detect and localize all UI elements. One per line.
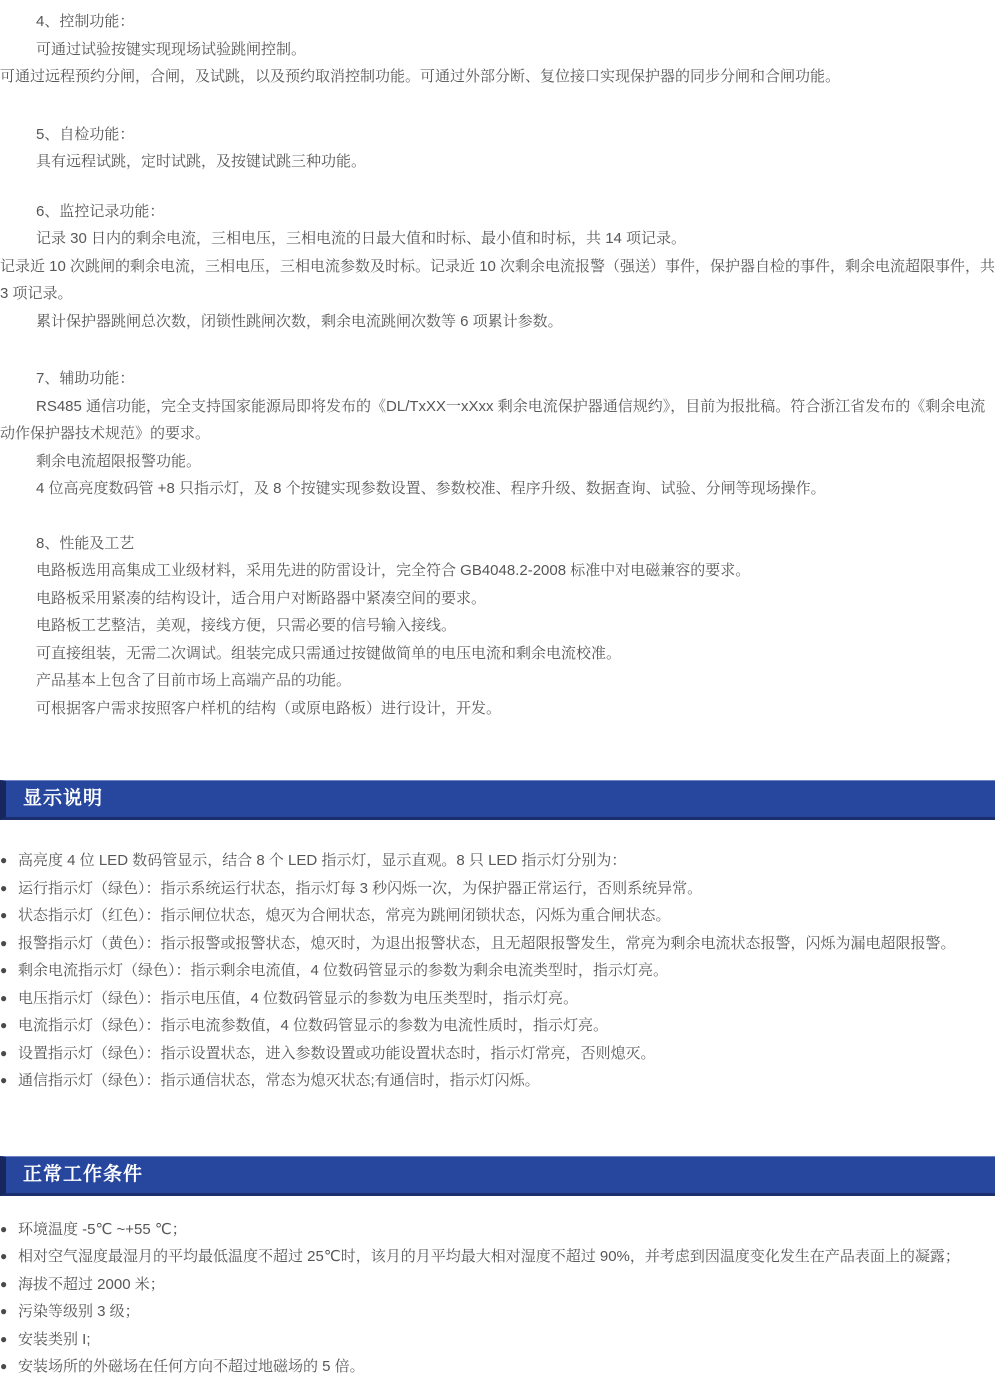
bullet-icon: ●: [0, 853, 8, 867]
bullet-icon: ●: [0, 880, 8, 895]
section-heading: 4、控制功能：: [36, 13, 135, 30]
list-item-text: 运行指示灯（绿色）：指示系统运行状态，指示灯每 3 秒闪烁一次，为保护器正常运行，否则系统异常。: [18, 879, 703, 897]
working-conditions-bullet-list: [0, 1216, 1000, 1381]
bullet-icon: ●: [0, 1045, 8, 1060]
paragraph: 可通过远程预约分闸，合闸，及试跳，以及预约取消控制功能。可通过外部分断、复位接口实现保护器的同步分闸和合闸功能。: [0, 68, 841, 85]
working-conditions-banner: [0, 1156, 995, 1196]
paragraph: 可通过试验按键实现现场试验跳闸控制。: [36, 40, 307, 58]
section-control-function: [0, 8, 1000, 91]
list-item-text: 环境温度 -5℃ ~+55 ℃；: [18, 1220, 187, 1238]
list-item-text: 电压指示灯（绿色）：指示电压值，4 位数码管显示的参数为电压类型时，指示灯亮。: [18, 989, 579, 1007]
paragraph: RS485 通信功能，完全支持国家能源局即将发布的《DL/TxXX一xXxx 剩余电流保护器通信规约》，目前为报批稿。符合浙江省发布的《剩余电流动作保护器技术规范》的要求。: [0, 397, 986, 442]
list-item-text: 电流指示灯（绿色）：指示电流参数值，4 位数码管显示的参数为电流性质时，指示灯亮。: [18, 1017, 609, 1034]
list-item-text: 状态指示灯（红色）：指示闸位状态，熄灭为合闸状态，常亮为跳闸闭锁状态，闪烁为重合闸状态。: [18, 907, 671, 924]
bullet-icon: ●: [0, 1073, 8, 1087]
list-item-text: 相对空气湿度最湿月的平均最低温度不超过 25℃时，该月的月平均最大相对湿度不超过 90%，并考虑到因温度变化发生在产品表面上的凝露；: [18, 1248, 960, 1265]
list-item: [0, 1353, 1000, 1381]
display-bullet-list: [0, 847, 1000, 1095]
paragraph: 电路板工艺整洁，美观，接线方便，只需必要的信号输入接线。: [36, 617, 457, 634]
list-item: [0, 957, 1000, 985]
section-selfcheck-function: [0, 121, 1000, 176]
list-item-text: 海拔不超过 2000 米；: [18, 1275, 165, 1293]
list-item: [0, 1216, 1000, 1244]
list-item-text: 安装类别 I;: [18, 1330, 91, 1348]
list-item: [0, 902, 1000, 930]
list-item-text: 高亮度 4 位 LED 数码管显示，结合 8 个 LED 指示灯，显示直观。8 只 LED 指示灯分别为：: [18, 852, 627, 869]
paragraph: 产品基本上包含了目前市场上高端产品的功能。: [36, 672, 352, 689]
bullet-icon: ●: [0, 908, 8, 922]
list-item-text: 剩余电流指示灯（绿色）：指示剩余电流值，4 位数码管显示的参数为剩余电流类型时，指示灯亮。: [18, 962, 669, 979]
bullet-icon: ●: [0, 1359, 8, 1373]
list-item: [0, 1271, 1000, 1299]
paragraph: 电路板采用紧凑的结构设计，适合用户对断路器中紧凑空间的要求。: [36, 589, 487, 607]
list-item-text: 报警指示灯（黄色）：指示报警或报警状态，熄灭时，为退出报警状态，且无超限报警发生，常亮为剩余电流状态报警，闪烁为漏电超限报警。: [18, 934, 956, 952]
paragraph: 电路板选用高集成工业级材料，采用先进的防雷设计，完全符合 GB4048.2-2008 标准中对电磁兼容的要求。: [36, 562, 751, 579]
bullet-icon: ●: [0, 1249, 8, 1263]
list-item: [0, 1326, 1000, 1354]
bullet-icon: ●: [0, 935, 8, 950]
paragraph: 累计保护器跳闸总次数，闭锁性跳闸次数，剩余电流跳闸次数等 6 项累计参数。: [36, 312, 563, 330]
list-item: [0, 1012, 1000, 1040]
list-item-text: 安装场所的外磁场在任何方向不超过地磁场的 5 倍。: [18, 1358, 365, 1375]
paragraph: 可根据客户需求按照客户样机的结构（或原电路板）进行设计，开发。: [36, 699, 502, 717]
section-heading: 8、性能及工艺: [36, 534, 135, 552]
paragraph: 具有远程试跳，定时试跳，及按键试跳三种功能。: [36, 153, 367, 170]
section-heading: 5、自检功能：: [36, 125, 135, 143]
list-item: [0, 1243, 1000, 1271]
bullet-icon: ●: [0, 1331, 8, 1346]
section-auxiliary-function: [0, 365, 1000, 503]
display-section-banner: [0, 780, 995, 820]
banner-title: 正常工作条件: [23, 1163, 144, 1185]
list-item: [0, 985, 1000, 1013]
list-item: [0, 847, 1000, 875]
bullet-icon: ●: [0, 1018, 8, 1032]
banner-title: 显示说明: [23, 788, 104, 810]
bullet-icon: ●: [0, 963, 8, 977]
paragraph: 可直接组装，无需二次调试。组装完成只需通过按键做简单的电压电流和剩余电流校准。: [36, 644, 622, 662]
bullet-icon: ●: [0, 990, 8, 1005]
list-item: [0, 930, 1000, 958]
list-item: [0, 875, 1000, 903]
bullet-icon: ●: [0, 1276, 8, 1291]
paragraph: 剩余电流超限报警功能。: [36, 452, 202, 470]
list-item: [0, 1067, 1000, 1095]
list-item-text: 设置指示灯（绿色）：指示设置状态，进入参数设置或功能设置状态时，指示灯常亮，否则熄灭。: [18, 1044, 656, 1062]
section-monitor-record-function: [0, 198, 1000, 336]
bullet-icon: ●: [0, 1304, 8, 1318]
section-performance-craft: [0, 530, 1000, 723]
paragraph: 记录 30 日内的剩余电流，三相电压，三相电流的日最大值和时标、最小值和时标，共 14 项记录。: [36, 230, 687, 247]
list-item: [0, 1040, 1000, 1068]
list-item-text: 通信指示灯（绿色）：指示通信状态，常态为熄灭状态;有通信时，指示灯闪烁。: [18, 1072, 540, 1089]
bullet-icon: ●: [0, 1221, 8, 1236]
section-heading: 7、辅助功能：: [36, 370, 135, 387]
paragraph: 4 位高亮度数码管 +8 只指示灯，及 8 个按键实现参数设置、参数校准、程序升级、数据查询、试验、分闸等现场操作。: [36, 480, 826, 497]
list-item: [0, 1298, 1000, 1326]
section-heading: 6、监控记录功能：: [36, 202, 165, 220]
list-item-text: 污染等级别 3 级；: [18, 1303, 140, 1320]
paragraph: 记录近 10 次跳闸的剩余电流，三相电压，三相电流参数及时标。记录近 10 次剩余电流报警（强送）事件，保护器自检的事件，剩余电流超限事件，共 3 项记录。: [0, 257, 996, 302]
